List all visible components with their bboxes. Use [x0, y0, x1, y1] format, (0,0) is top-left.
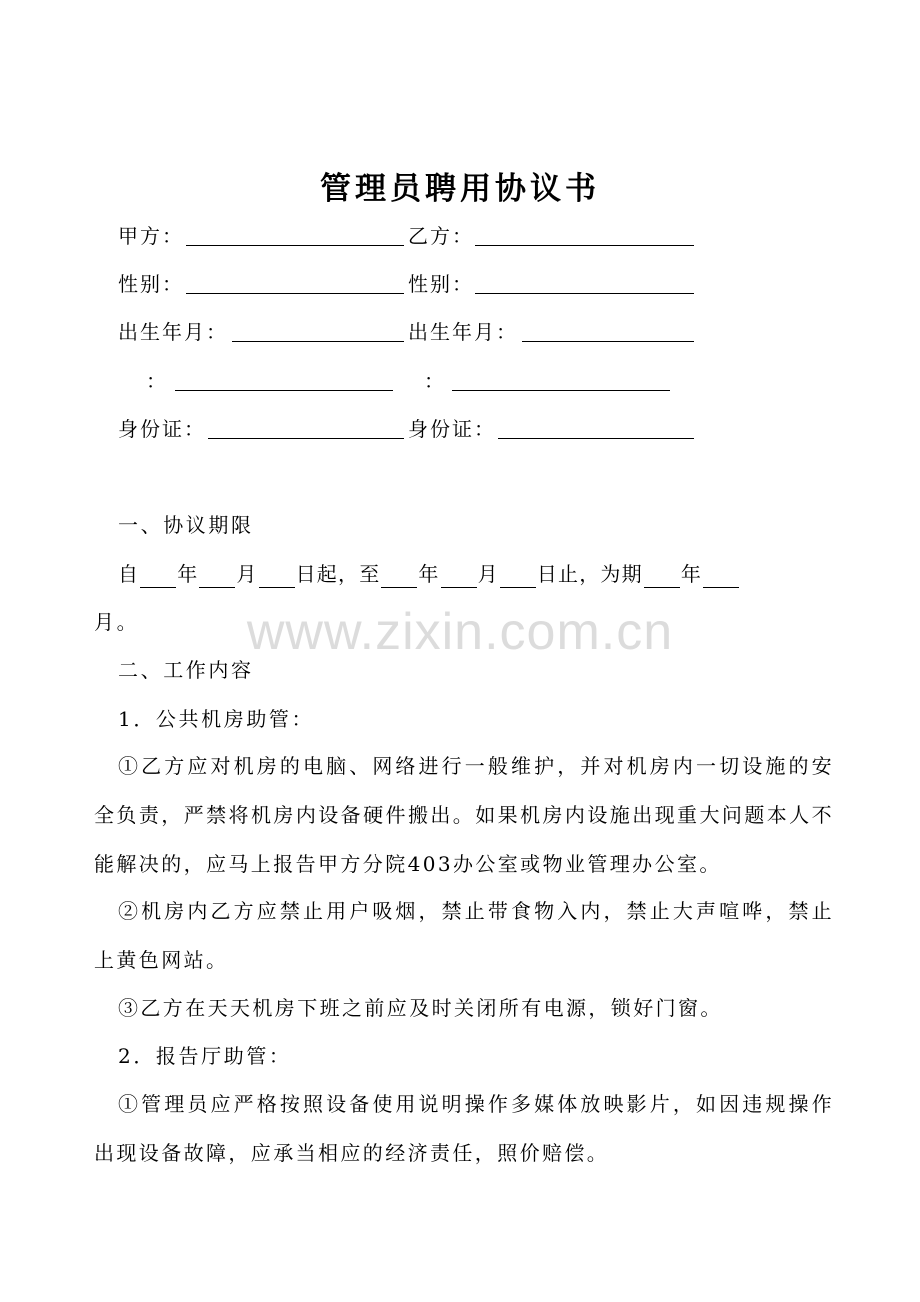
end-year-blank[interactable] — [381, 565, 417, 588]
birth-b-blank[interactable] — [522, 341, 694, 342]
document-title: 管理员聘用协议书 — [320, 171, 600, 207]
colon-b-label: ： — [424, 369, 446, 393]
section-2-heading: 二、工作内容 — [118, 658, 254, 682]
paragraph-4: ①管理员应严格按照设备使用说明操作多媒体放映影片，如因违规操作出现设备故障，应承当相应的经济责任，照价赔偿。 — [94, 1092, 834, 1165]
end-day-blank[interactable] — [500, 565, 536, 588]
colon-b-blank[interactable] — [452, 390, 670, 391]
watermark: www.zixin.com.cn — [246, 603, 674, 661]
birth-a-label: 出生年月： — [118, 320, 228, 344]
gender-b-label: 性别： — [408, 272, 474, 296]
subsection-1-heading: 1．公共机房助管： — [118, 707, 315, 731]
start-year-blank[interactable] — [140, 565, 176, 588]
gender-a-label: 性别： — [118, 272, 184, 296]
gender-b-blank[interactable] — [475, 293, 694, 294]
duration-year-blank[interactable] — [644, 565, 680, 588]
end-month-blank[interactable] — [441, 565, 477, 588]
party-a-label: 甲方： — [118, 224, 184, 248]
birth-b-label: 出生年月： — [408, 320, 518, 344]
term-line-end: 月。 — [94, 610, 140, 634]
start-day-blank[interactable] — [259, 565, 295, 588]
id-b-label: 身份证： — [408, 417, 496, 441]
id-b-blank[interactable] — [498, 438, 694, 439]
party-a-blank[interactable] — [186, 245, 404, 246]
colon-a-blank[interactable] — [175, 390, 393, 391]
paragraph-2: ②机房内乙方应禁止用户吸烟，禁止带食物入内，禁止大声喧哗，禁止上黄色网站。 — [94, 899, 834, 972]
paragraph-1: ①乙方应对机房的电脑、网络进行一般维护，并对机房内一切设施的安全负责，严禁将机房内设备硬件搬出。如果机房内设施出现重大问题本人不能解决的，应马上报告甲方分院403办公室或物业管理办公室。 — [94, 754, 834, 876]
colon-a-label: ： — [146, 369, 168, 393]
section-1-heading: 一、协议期限 — [118, 513, 254, 537]
duration-month-blank[interactable] — [703, 565, 739, 588]
party-b-label: 乙方： — [408, 224, 474, 248]
paragraph-3: ③乙方在天天机房下班之前应及时关闭所有电源，锁好门窗。 — [118, 996, 723, 1020]
subsection-2-heading: 2．报告厅助管： — [118, 1044, 292, 1068]
gender-a-blank[interactable] — [186, 293, 404, 294]
start-month-blank[interactable] — [199, 565, 235, 588]
id-a-label: 身份证： — [118, 417, 206, 441]
id-a-blank[interactable] — [208, 438, 404, 439]
party-b-blank[interactable] — [475, 245, 694, 246]
birth-a-blank[interactable] — [232, 341, 404, 342]
term-line: 自 年 月 日起，至 年 月 日止，为期 年 — [118, 560, 740, 588]
